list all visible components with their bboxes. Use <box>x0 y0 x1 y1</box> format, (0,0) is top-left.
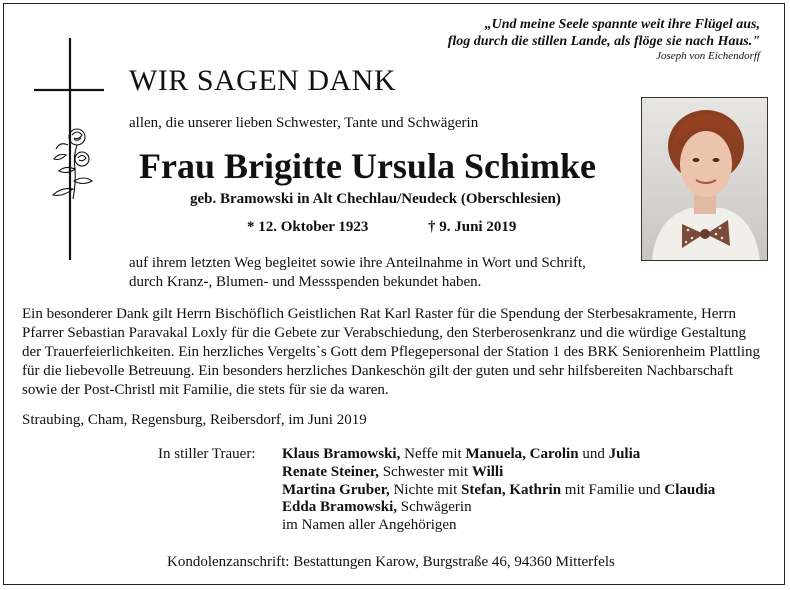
birth-date: * 12. Oktober 1923 <box>247 219 369 235</box>
quote <box>448 16 760 63</box>
mourner-line: Martina Gruber, Nichte mit Stefan, Kathrin mit Familie und Claudia <box>282 481 716 498</box>
rose-icon <box>44 125 100 205</box>
mourner-line: im Namen aller Angehörigen <box>282 517 457 534</box>
condolence-address: Kondolenzanschrift: Bestattungen Karow, Burgstraße 46, 94360 Mitterfels <box>167 554 615 570</box>
thanks-line-2: durch Kranz-, Blumen- und Messspenden bekundet haben. <box>129 274 482 290</box>
intro-text: allen, die unserer lieben Schwester, Tante und Schwägerin <box>129 115 479 131</box>
deceased-name: Frau Brigitte Ursula Schimke <box>139 146 596 186</box>
quote-line-1: „Und meine Seele spannte weit ihre Flügel aus, <box>484 17 760 32</box>
thanks-paragraph-2: Ein besonderer Dank gilt Herrn Bischöflich Geistlichen Rat Karl Raster für die Spendung der Sterbesakramente, Herrn Pfarrer Sebastian Paravakal Loxly für die Gebete zur Verabschiedung, den Sterberosenkranz und die würdige Gestaltung der Trauerfeierlichkeiten. Ein herzliches Vergelts`s Gott dem Pflegepersonal der Station 1 des BRK Seniorenheim Plattling für die liebevolle Betreuung. Ein besonders herzliches Dankeschön gilt der guten und sehr hilfsbereiten Nachbarschaft sowie der Post-Christl mit Familie, die stets für sie da waren. <box>22 306 761 398</box>
mourners-list <box>282 446 715 535</box>
page-title: WIR SAGEN DANK <box>129 64 396 97</box>
mourning-label: In stiller Trauer: <box>158 446 256 462</box>
birth-info: geb. Bramowski in Alt Chechlau/Neudeck (Oberschlesien) <box>190 191 561 207</box>
mourner-line: Renate Steiner, Schwester mit Willi <box>282 463 504 480</box>
mourner-line: Edda Bramowski, Schwägerin <box>282 499 472 516</box>
mourner-line: Klaus Bramowski, Neffe mit Manuela, Carolin und Julia <box>282 446 641 462</box>
thanks-line-1: auf ihrem letzten Weg begleitet sowie ihre Anteilnahme in Wort und Schrift, <box>129 255 586 271</box>
thanks-paragraph-1 <box>129 254 586 292</box>
portrait-photo <box>641 97 768 261</box>
quote-line-2: flog durch die stillen Lande, als flöge sie nach Haus." <box>447 34 760 49</box>
death-date: † 9. Juni 2019 <box>428 219 517 235</box>
quote-author: Joseph von Eichendorff <box>656 50 760 62</box>
place-date: Straubing, Cham, Regensburg, Reibersdorf, im Juni 2019 <box>22 412 367 428</box>
